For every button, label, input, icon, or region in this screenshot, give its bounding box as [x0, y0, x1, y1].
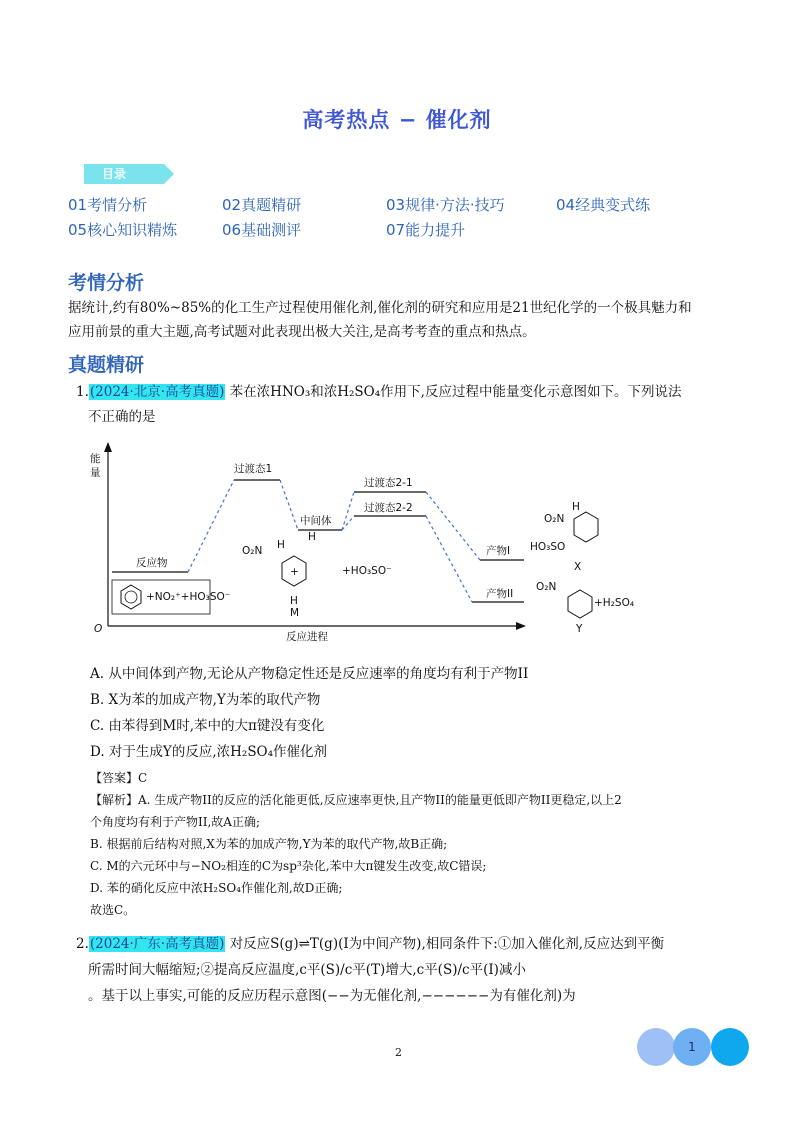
product-y-ring [568, 590, 592, 618]
product-x-ring [574, 512, 598, 542]
toc-item-7[interactable]: 07能力提升 [386, 221, 466, 239]
analysis-4: C. M的六元环中与−NO₂相连的C为sp³杂化,苯中大π键发生改变,故C错误; [90, 859, 487, 873]
intermediate-plus: + [290, 566, 299, 578]
answer: 【答案】C [90, 771, 148, 785]
y-axis-label-2: 量 [90, 467, 101, 479]
page-badge [636, 1027, 752, 1067]
option-a[interactable]: A. 从中间体到产物,无论从产物稳定性还是反应速率的角度均有利于产物II [90, 666, 529, 682]
badge-circle-left [637, 1028, 675, 1066]
question-1-stem-1: 苯在浓HNO₃和浓H₂SO₄作用下,反应过程中能量变化示意图如下。下列说法 [229, 384, 682, 400]
page-number-center: 2 [395, 1046, 402, 1059]
question-1-number: 1. [76, 384, 89, 400]
option-d[interactable]: D. 对于生成Y的反应,浓H₂SO₄作催化剂 [90, 744, 328, 760]
origin-label: O [94, 623, 103, 635]
analysis-5: D. 苯的硝化反应中浓H₂SO₄作催化剂,故D正确; [90, 881, 343, 895]
toc-item-6[interactable]: 06基础测评 [222, 221, 302, 239]
benzene-circle [125, 591, 137, 603]
section-heading-exam: 真题精研 [68, 354, 145, 376]
badge-page-number: 1 [688, 1040, 696, 1054]
label-product2: 产物II [486, 588, 514, 600]
intermediate-h-bottom: H [290, 595, 298, 607]
label-ts1: 过渡态1 [234, 463, 273, 475]
y-axis-label-1: 能 [90, 453, 101, 465]
question-1-stem-2: 不正确的是 [88, 409, 156, 425]
toc-tab-label: 目录 [102, 167, 127, 181]
intermediate-hso4: +HO₃SO⁻ [342, 565, 392, 577]
path-reactant-ts1 [188, 480, 234, 572]
intermediate-h-top: H [277, 539, 285, 551]
option-b[interactable]: B. X为苯的加成产物,Y为苯的取代产物 [90, 692, 321, 708]
product-x-ho3so: HO₃SO [530, 541, 566, 553]
label-intermediate: 中间体 [300, 515, 332, 527]
path-ts21-product1 [426, 492, 480, 560]
toc-item-4[interactable]: 04经典变式练 [556, 196, 651, 214]
question-1-source-tag[interactable]: (2024·北京·高考真题) [89, 384, 225, 400]
intermediate-m-label: M [290, 607, 300, 619]
label-ts22: 过渡态2-2 [364, 502, 413, 514]
option-c[interactable]: C. 由苯得到M时,苯中的大π键没有变化 [90, 718, 325, 734]
question-1-line-1 [76, 380, 681, 404]
question-2-line-1 [76, 932, 664, 956]
toc-item-5[interactable]: 05核心知识精炼 [68, 221, 178, 239]
page-title: 高考热点 − 催化剂 [302, 108, 492, 132]
toc-item-1[interactable]: 01考情分析 [68, 196, 148, 214]
analysis-3: B. 根据前后结构对照,X为苯的加成产物,Y为苯的取代产物,故B正确; [90, 837, 448, 851]
analysis-line-2: 应用前景的重大主题,高考试题对此表现出极大关注,是高考考查的重点和热点。 [68, 324, 536, 340]
question-2-number: 2. [76, 936, 89, 952]
product-y-o2n: O₂N [536, 581, 557, 593]
label-product1: 产物I [486, 545, 511, 557]
analysis-2: 个角度均有利于产物II,故A正确; [90, 815, 261, 829]
product-x-h: H [572, 501, 580, 513]
label-ts21: 过渡态2-1 [364, 477, 413, 489]
product-y-h2so4: +H₂SO₄ [594, 597, 635, 609]
toc-item-2[interactable]: 02真题精研 [222, 196, 302, 214]
question-2-stem-1: 对反应S(g)⇌T(g)(I为中间产物),相同条件下:①加入催化剂,反应达到平衡 [229, 936, 665, 952]
energy-diagram [84, 440, 660, 646]
question-2-source-tag[interactable]: (2024·广东·高考真题) [89, 936, 225, 952]
analysis-1: 【解析】A. 生成产物II的反应的活化能更低,反应速率更快,且产物II的能量更低即产物II更稳定,以上2 [90, 793, 622, 807]
product-x-label: X [574, 561, 582, 573]
y-axis-arrow [104, 442, 112, 452]
product-y-label: Y [576, 623, 583, 635]
intermediate-h-right: H [308, 531, 316, 543]
path-int-ts21 [342, 492, 354, 530]
question-2-stem-2: 所需时间大幅缩短;②提高反应温度,c平(S)/c平(T)增大,c平(S)/c平(Ⅰ)减小 [88, 962, 526, 978]
x-axis-arrow [516, 622, 526, 630]
section-heading-analysis: 考情分析 [68, 272, 145, 294]
intermediate-o2n: O₂N [242, 545, 263, 557]
reactant-formula: +NO₂⁺+HO₃SO⁻ [146, 591, 231, 603]
product-x-o2n: O₂N [544, 513, 565, 525]
analysis-6: 故选C。 [90, 903, 136, 917]
benzene-ring [121, 585, 141, 609]
analysis-line-1: 据统计,约有80%~85%的化工生产过程使用催化剂,催化剂的研究和应用是21世纪化学的一个极具魅力和 [68, 300, 692, 316]
question-2-stem-3: 。基于以上事实,可能的反应历程示意图(−−为无催化剂,−−−−−−为有催化剂)为 [88, 988, 576, 1004]
badge-circle-right [711, 1028, 749, 1066]
path-ts22-product2 [426, 516, 472, 602]
path-ts1-intermediate [280, 480, 298, 530]
x-axis-label: 反应进程 [286, 631, 328, 643]
toc-item-3[interactable]: 03规律·方法·技巧 [386, 196, 505, 214]
label-reactant: 反应物 [136, 557, 168, 569]
